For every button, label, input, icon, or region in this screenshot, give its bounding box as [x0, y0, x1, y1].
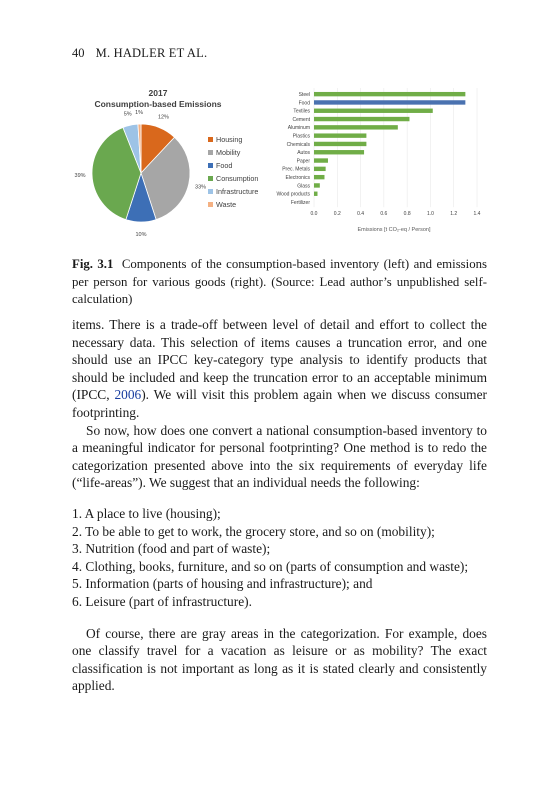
bar-tick-label: 0.8 [403, 211, 411, 218]
bar-autos [314, 150, 364, 154]
figure-caption [72, 256, 487, 309]
legend-label-waste: Waste [216, 200, 237, 209]
bar-category-label: Chemicals [286, 141, 310, 148]
paragraph-3: Of course, there are gray areas in the categorization. For example, does one classify travel for a vacation as leisure or as mobility? The exact classification is not important as long as it is stated clearly and consistently applied. [72, 625, 487, 694]
list-item: 2. To be able to get to work, the grocery store, and so on (mobility); [72, 523, 435, 539]
bar-category-label: Food [298, 100, 310, 107]
legend-label-infrastructure: Infrastructure [216, 187, 258, 196]
pie-value-label: 33% [195, 184, 207, 191]
bar-paper [314, 158, 328, 162]
caption-label: Fig. 3.1 [72, 257, 114, 271]
body-text [72, 316, 487, 695]
bar-prec-metals [314, 167, 326, 171]
paragraph-1-text: items. There is a trade-off between level of detail and effort to collect the necessary data. This selection of items causes a truncation error, and one should use an IPCC key-category type analysis to identify products that should be included and keep the truncation error to an acceptable minimum (IPCC, [72, 317, 487, 403]
running-header [72, 46, 207, 61]
bar-category-label: Aluminum [287, 125, 310, 132]
list-item: 6. Leisure (part of infrastructure). [72, 593, 252, 609]
bar-category-label: Textiles [293, 108, 310, 115]
bar-tick-label: 0.2 [333, 211, 341, 218]
bar-plastics [314, 133, 366, 137]
bar-wood-products [314, 192, 317, 196]
bar-glass [314, 183, 320, 187]
legend-label-food: Food [216, 161, 233, 170]
bar-category-label: Plastics [292, 133, 310, 140]
bar-tick-label: 1.2 [450, 211, 458, 218]
bar-aluminum [314, 125, 398, 129]
paragraph-2: So now, how does one convert a national consumption-based inventory to a meaningful indicator for personal footprinting? One method is to redo the categorization presented above into the six requirements of everyday life (“life-areas”). We suggest that an individual needs the following: [72, 422, 487, 491]
caption-text: Components of the consumption-based inventory (left) and emissions per person for various goods (right). (Source: Lead author’s unpublished self-calculation) [72, 257, 487, 306]
bar-category-label: Cement [292, 116, 310, 123]
bar-category-label: Prec. Metals [282, 166, 310, 173]
pie-value-label: 1% [135, 110, 144, 117]
pie-subtitle: Consumption-based Emissions [94, 99, 222, 109]
pie-value-label: 12% [157, 114, 169, 121]
bar-category-label: Autos [297, 150, 310, 157]
list-item: 1. A place to live (housing); [72, 505, 221, 521]
bar-category-label: Glass [297, 183, 310, 190]
list-item: 5. Information (parts of housing and infrastructure); and [72, 576, 373, 592]
citation-link-ipcc-2006[interactable]: 2006 [114, 387, 142, 403]
legend-label-housing: Housing [216, 135, 243, 144]
bar-category-label: Paper [296, 158, 310, 165]
pie-chart [58, 86, 258, 246]
bar-xlabel: Emissions [t CO₂-eq / Person] [357, 227, 431, 233]
bar-chemicals [314, 142, 366, 146]
bar-category-label: Wood products [276, 191, 310, 198]
bar-textiles [314, 109, 433, 113]
bar-electronics [314, 175, 324, 179]
pie-value-label: 10% [135, 232, 147, 238]
requirements-list [72, 505, 487, 611]
bar-steel [314, 92, 465, 96]
legend-swatch-food [208, 163, 213, 168]
legend-label-mobility: Mobility [216, 148, 241, 157]
legend-swatch-mobility [208, 150, 213, 155]
page-number: 40 [72, 46, 85, 60]
legend-label-consumption: Consumption [216, 174, 258, 183]
legend-swatch-consumption [208, 176, 213, 181]
bar-tick-label: 0.0 [310, 211, 318, 218]
bar-cement [314, 117, 409, 121]
paragraph-1 [72, 316, 487, 422]
pie-value-label: 39% [74, 172, 86, 179]
paragraph-1-end: ). We will visit this problem again when we discuss consumer footprinting. [72, 387, 487, 420]
pie-title: 2017 [148, 88, 168, 98]
legend-swatch-housing [208, 137, 213, 142]
bar-tick-label: 1.0 [426, 211, 434, 218]
pie-value-label: 5% [123, 111, 132, 118]
bar-tick-label: 0.6 [380, 211, 388, 218]
bar-category-label: Fertilizer [290, 199, 310, 206]
running-head: M. HADLER ET AL. [95, 46, 208, 60]
bar-category-label: Electronics [285, 174, 310, 181]
bar-chart [262, 86, 492, 246]
legend-swatch-waste [208, 202, 213, 207]
bar-category-label: Steel [298, 91, 310, 98]
bar-tick-label: 1.4 [473, 211, 481, 218]
legend-swatch-infrastructure [208, 189, 213, 194]
list-item: 3. Nutrition (food and part of waste); [72, 541, 271, 557]
bar-food [314, 100, 465, 104]
list-item: 4. Clothing, books, furniture, and so on (parts of consumption and waste); [72, 558, 469, 574]
bar-tick-label: 0.4 [357, 211, 365, 218]
